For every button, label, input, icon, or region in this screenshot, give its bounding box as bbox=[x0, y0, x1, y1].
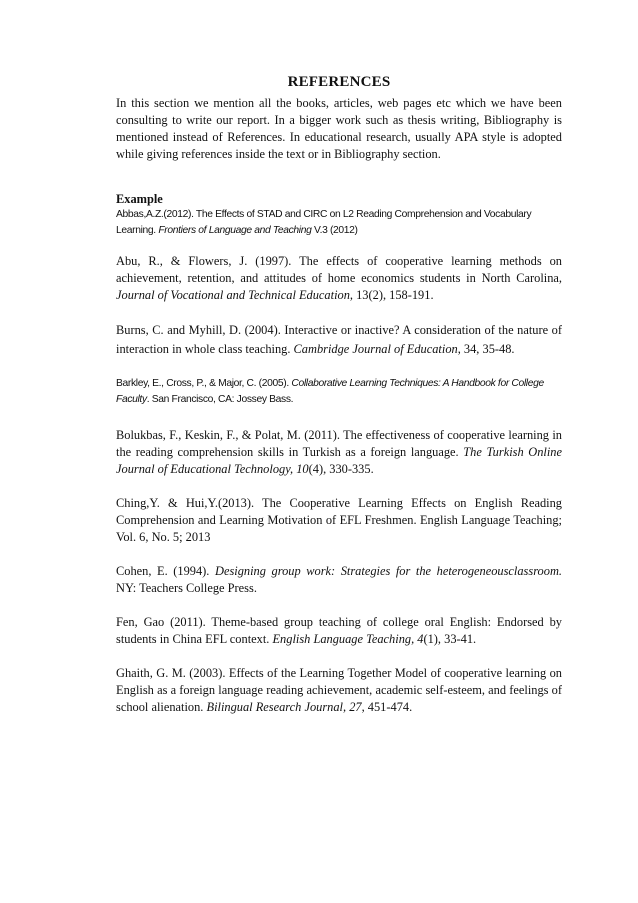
reference-entry-cohen: Cohen, E. (1994). Designing group work: Strategies for the heterogeneousclassroom. NY: Teachers College Press. bbox=[116, 564, 562, 595]
reference-entry-fen: Fen, Gao (2011). Theme-based group teaching of college oral English: Endorsed by students in China EFL context. English Language Teaching, 4(1), 33-41. bbox=[116, 615, 562, 646]
references-section bbox=[116, 74, 562, 733]
example-reference: Abbas,A.Z.(2012). The Effects of STAD and CIRC on L2 Reading Comprehension and Vocabulary Learning. Frontiers of Language and Teaching V.3 (2012) bbox=[116, 209, 532, 236]
page-title: REFERENCES bbox=[287, 74, 391, 90]
reference-entry-burns: Burns, C. and Myhill, D. (2004). Interactive or inactive? A consideration of the nature of interaction in whole class teaching. Cambridge Journal of Education, 34, 35-48. bbox=[116, 323, 562, 356]
intro-paragraph: In this section we mention all the books, articles, web pages etc which we have been consulting to write our report. In a bigger work such as thesis writing, Bibliography is mentioned instead of References. In educational research, usually APA style is adopted while giving references inside the text or in Bibliography section. bbox=[116, 96, 562, 161]
reference-entry-ghaith: Ghaith, G. M. (2003). Effects of the Learning Together Model of cooperative learning on English as a foreign language reading achievement, academic self-esteem, and feelings of school alienation. Bilingual Research Journal, 27, 451-474. bbox=[116, 666, 562, 714]
reference-entry-abu: Abu, R., & Flowers, J. (1997). The effects of cooperative learning methods on achievement, retention, and attitudes of home economics students in North Carolina, Journal of Vocational and Technical Education, 13(2), 158-191. bbox=[116, 254, 562, 302]
reference-entry-ching: Ching,Y. & Hui,Y.(2013). The Cooperative Learning Effects on English Reading Comprehension and Learning Motivation of EFL Freshmen. English Language Teaching; Vol. 6, No. 5; 2013 bbox=[116, 496, 562, 544]
reference-entry-bolukbas: Bolukbas, F., Keskin, F., & Polat, M. (2011). The effectiveness of cooperative learning in the reading comprehension skills in Turkish as a foreign language. The Turkish Online Journal of Educational Technology, 10(4), 330-335. bbox=[116, 428, 562, 476]
example-label: Example bbox=[116, 192, 163, 206]
reference-entry-barkley: Barkley, E., Cross, P., & Major, C. (2005). Collaborative Learning Techniques: A Handbook for College Faculty. San Francisco, CA: Jossey Bass. bbox=[116, 378, 544, 405]
